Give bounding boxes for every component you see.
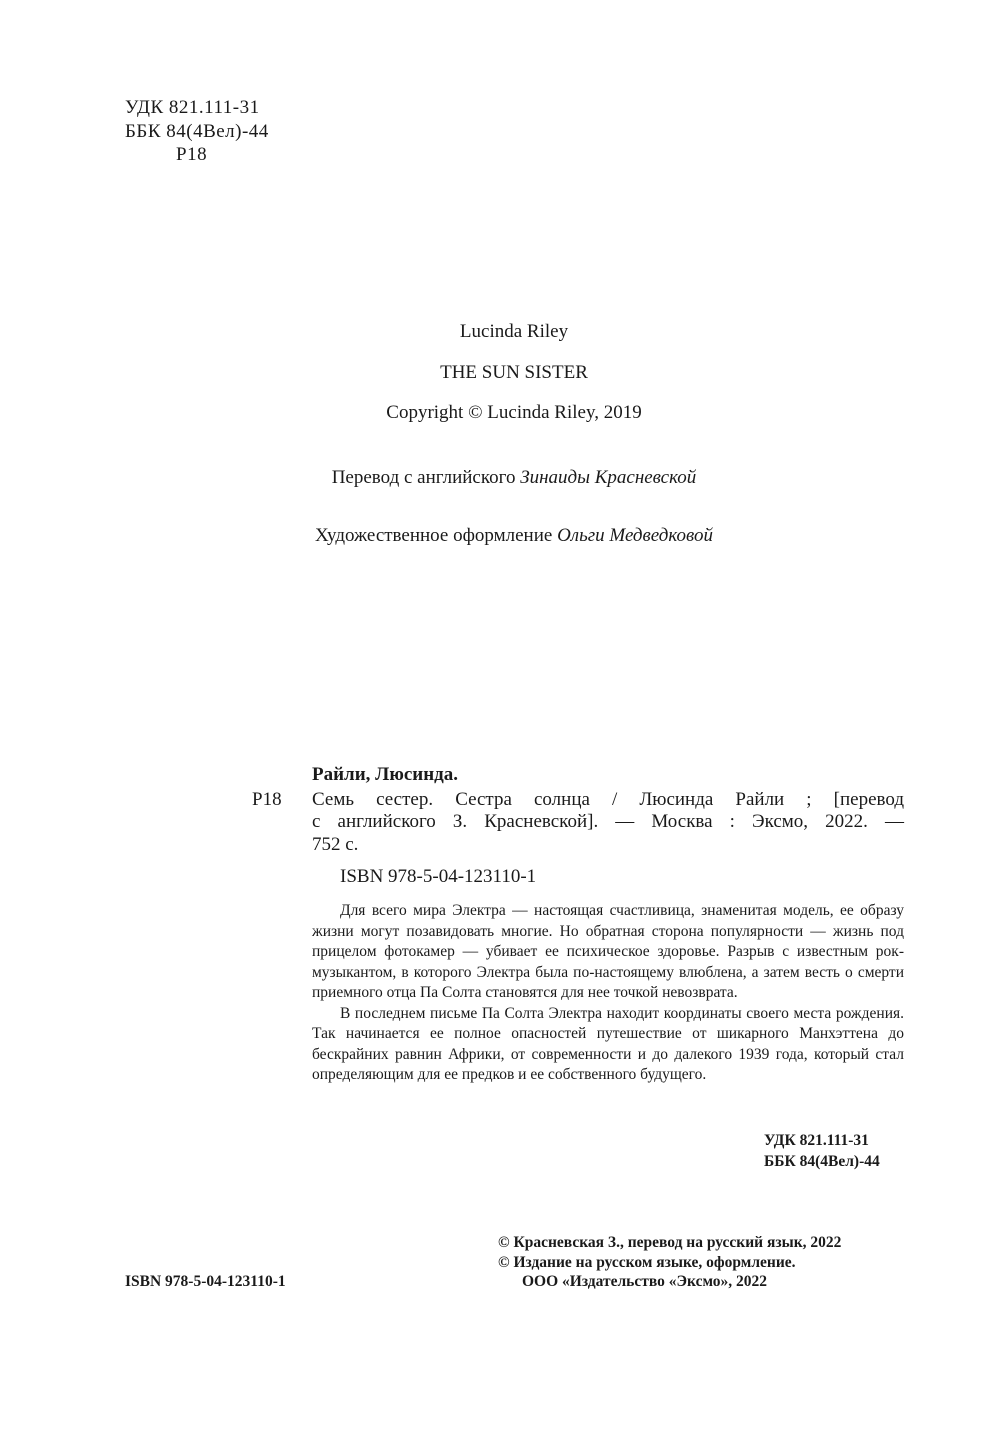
footer-isbn: ISBN 978-5-04-123110-1 <box>125 1273 286 1290</box>
catalog-title-line-1: Семь сестер. Сестра солнца / Люсинда Райли ; [перевод <box>312 789 904 810</box>
translation-credit <box>0 467 987 489</box>
bbk-code-bottom: ББК 84(4Вел)-44 <box>764 1153 880 1170</box>
catalog-sign: Р18 <box>252 789 282 810</box>
original-title: THE SUN SISTER <box>440 362 588 383</box>
translator-name: Зинаиды Красневской <box>520 467 697 488</box>
catalog-title-line-2: с английского З. Красневской]. — Москва : Эксмо, 2022. — <box>312 811 904 832</box>
udk-code-top: УДК 821.111-31 <box>125 97 260 118</box>
catalog-isbn: ISBN 978-5-04-123110-1 <box>340 866 537 887</box>
copyright-publisher: ООО «Издательство «Эксмо», 2022 <box>522 1273 768 1290</box>
original-author: Lucinda Riley <box>459 321 569 342</box>
original-copyright: Copyright © Lucinda Riley, 2019 <box>386 402 642 423</box>
author-sign-top: Р18 <box>176 144 208 165</box>
annotation-paragraph-2: В последнем письме Па Солта Электра находит координаты своего места рождения. Так начинается ее полное опасностей путешествие от шикарного Манхэттена до бескрайних равнин Африки, от современности и до далекого 1939 года, который стал определяющим для ее предков и ее собственного будущего. <box>312 1004 904 1083</box>
catalog-title-line-3: 752 с. <box>312 834 359 855</box>
bbk-code-top: ББК 84(4Вел)-44 <box>125 121 269 142</box>
catalog-heading: Райли, Люсинда. <box>312 764 459 785</box>
translation-prefix: Перевод с английского <box>331 467 516 488</box>
annotation-paragraph-1: Для всего мира Электра — настоящая счастливица, знаменитая модель, ее образу жизни могут позавидовать многие. Но обратная сторона популярности — жизнь под прицелом фотокамер — убивает ее психическое здоровье. Разрыв с известным рок-музыкантом, в которого Электра была по-настоящему влюблена, а затем весть о смерти приемного отца Па Солта становятся для нее точкой невозврата. <box>312 902 904 1001</box>
copyright-translation: © Красневская З., перевод на русский язык, 2022 <box>498 1234 842 1251</box>
udk-code-bottom: УДК 821.111-31 <box>764 1132 869 1149</box>
annotation <box>312 901 904 1086</box>
copyright-edition: © Издание на русском языке, оформление. <box>498 1254 796 1271</box>
design-credit <box>0 525 987 547</box>
designer-name: Ольги Медведковой <box>557 525 714 546</box>
design-prefix: Художественное оформление <box>314 525 553 546</box>
